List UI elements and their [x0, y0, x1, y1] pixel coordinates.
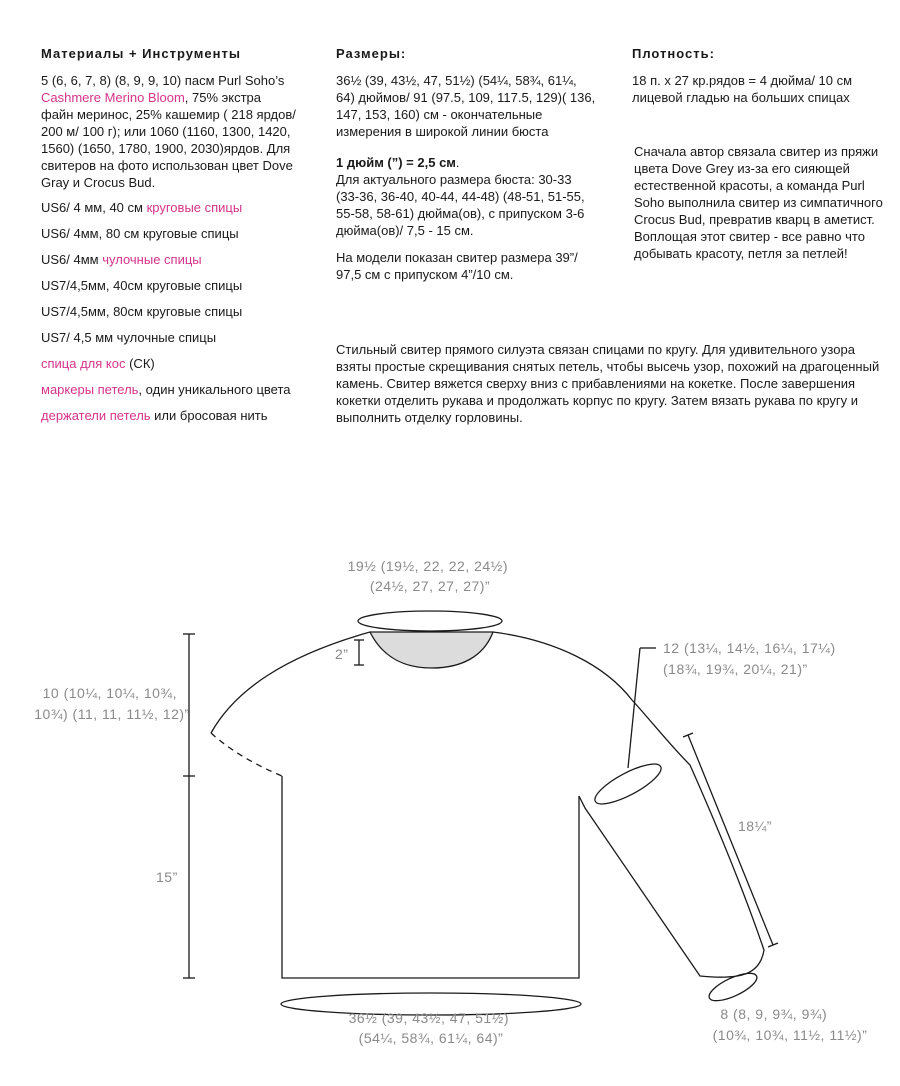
sleeve-length-line	[683, 733, 778, 947]
material-text-end: (СК)	[125, 356, 155, 371]
material-text: US6/ 4 мм, 40 см	[41, 200, 147, 215]
upper-arm-label: 12 (13¼, 14½, 16¼, 17¼) (18¾, 19¾, 20¼, 21)”	[663, 640, 836, 677]
gauge-title: Плотность:	[632, 46, 715, 61]
material-text: US7/4,5мм, 40см круговые спицы	[41, 278, 243, 293]
gauge-note: Сначала автор связала свитер из пряжи цвета Dove Grey из-за его сияющей естественной красоты, а команда Purl Soho выполнила свитер из симпатичного Crocus Bud, превратив кварц в аметист. Воплощая этот свитер - все равно что добывать красоту, петля за петлей!	[634, 144, 883, 261]
cuff-label: 8 (8, 9, 9¾, 9¾) (10¾, 10¾, 11½, 11½)”	[712, 1006, 868, 1043]
gauge-text: 18 п. x 27 кр.рядов = 4 дюйма/ 10 см лицевой гладью на больших спицах	[632, 73, 853, 105]
neck-depth-label: 2”	[335, 646, 349, 662]
neck-width-ellipse	[358, 611, 502, 631]
material-text-end: , один уникального цвета	[138, 382, 291, 397]
sleeve-length-label: 18¼”	[738, 818, 772, 834]
material-link[interactable]: держатели петель	[41, 408, 151, 423]
body-length-label: 15”	[156, 869, 178, 885]
material-text: US6/ 4мм, 80 см круговые спицы	[41, 226, 239, 241]
model-size: На модели показан свитер размера 39”/ 97,5 см с припуском 4”/10 см.	[336, 250, 578, 282]
neck-depth-line	[354, 640, 364, 665]
cuff-ellipse	[706, 968, 761, 1006]
body-length-line	[183, 776, 195, 978]
material-link[interactable]: маркеры петель	[41, 382, 139, 397]
material-link[interactable]: чулочные спицы	[102, 252, 202, 267]
yoke-depth-label: 10 (10¼, 10¼, 10¾, 10¾) (11, 11, 11½, 12)”	[34, 685, 190, 722]
sizes-title: Размеры:	[336, 46, 407, 61]
material-link[interactable]: круговые спицы	[146, 200, 243, 215]
actual-bust-size: Для актуального размера бюста: 30-33 (33-36, 36-40, 40-44, 44-48) (48-51, 51-55, 55-58, 58-61) дюйма(ов), с припуском 3-6 дюйма(ов)/ 7,5 - 15 см.	[336, 172, 585, 238]
neck-width-label: 19½ (19½, 22, 22, 24½) (24½, 27, 27, 27)”	[347, 558, 509, 594]
materials-title: Материалы + Инструменты	[41, 46, 241, 61]
material-link[interactable]: спица для кос	[41, 356, 126, 371]
material-text: US7/ 4,5 мм чулочные спицы	[41, 330, 217, 345]
inch-conversion-bold: 1 дюйм (”) = 2,5 см	[336, 155, 456, 170]
yoke-depth-line	[183, 634, 195, 776]
material-text: US6/ 4мм	[41, 252, 103, 267]
body-outline	[211, 632, 764, 978]
neckband-shape	[370, 632, 493, 668]
inch-conversion-end: .	[455, 155, 460, 170]
bust-label: 36½ (39, 43½, 47, 51½) (54¼, 58¾, 61¼, 64)”	[348, 1010, 510, 1046]
underarm-dashed	[211, 733, 282, 776]
material-text: US7/4,5мм, 80см круговые спицы	[41, 304, 243, 319]
pattern-description: Стильный свитер прямого силуэта связан спицами по кругу. Для удивительного узора взяты простые скрещивания снятых петель, чтобы высечь узор, похожий на драгоценный камень. Свитер вяжется сверху вниз с прибавлениями на кокетке. После завершения кокетки отделить рукава и продолжать корпус по кругу. Затем вязать рукава по кругу и выполнить отделку горловины.	[336, 342, 880, 425]
yarn-text-end: , 75% экстра файн меринос, 25% кашемир ( 218 ярдов/ 200 м/ 100 г); или 1060 (1160, 1300, 1420, 1560) (1650, 1780, 1900, 2030)ярдов. Для свитеров на фото использован цвет Dove Gray и Crocus Bud.	[41, 90, 296, 190]
material-text-end: или бросовая нить	[150, 408, 268, 423]
yarn-link[interactable]: Cashmere Merino Bloom	[41, 90, 185, 105]
upper-arm-leader	[628, 648, 656, 768]
yarn-text-start: 5 (6, 6, 7, 8) (8, 9, 9, 10) пасм Purl Soho’s	[41, 73, 285, 88]
finished-measurements: 36½ (39, 43½, 47, 51½) (54¼, 58¾, 61¼, 64) дюймов/ 91 (97.5, 109, 117.5, 129)( 136, 147, 153, 160) см - окончательные измерения в широкой линии бюста	[336, 73, 596, 139]
